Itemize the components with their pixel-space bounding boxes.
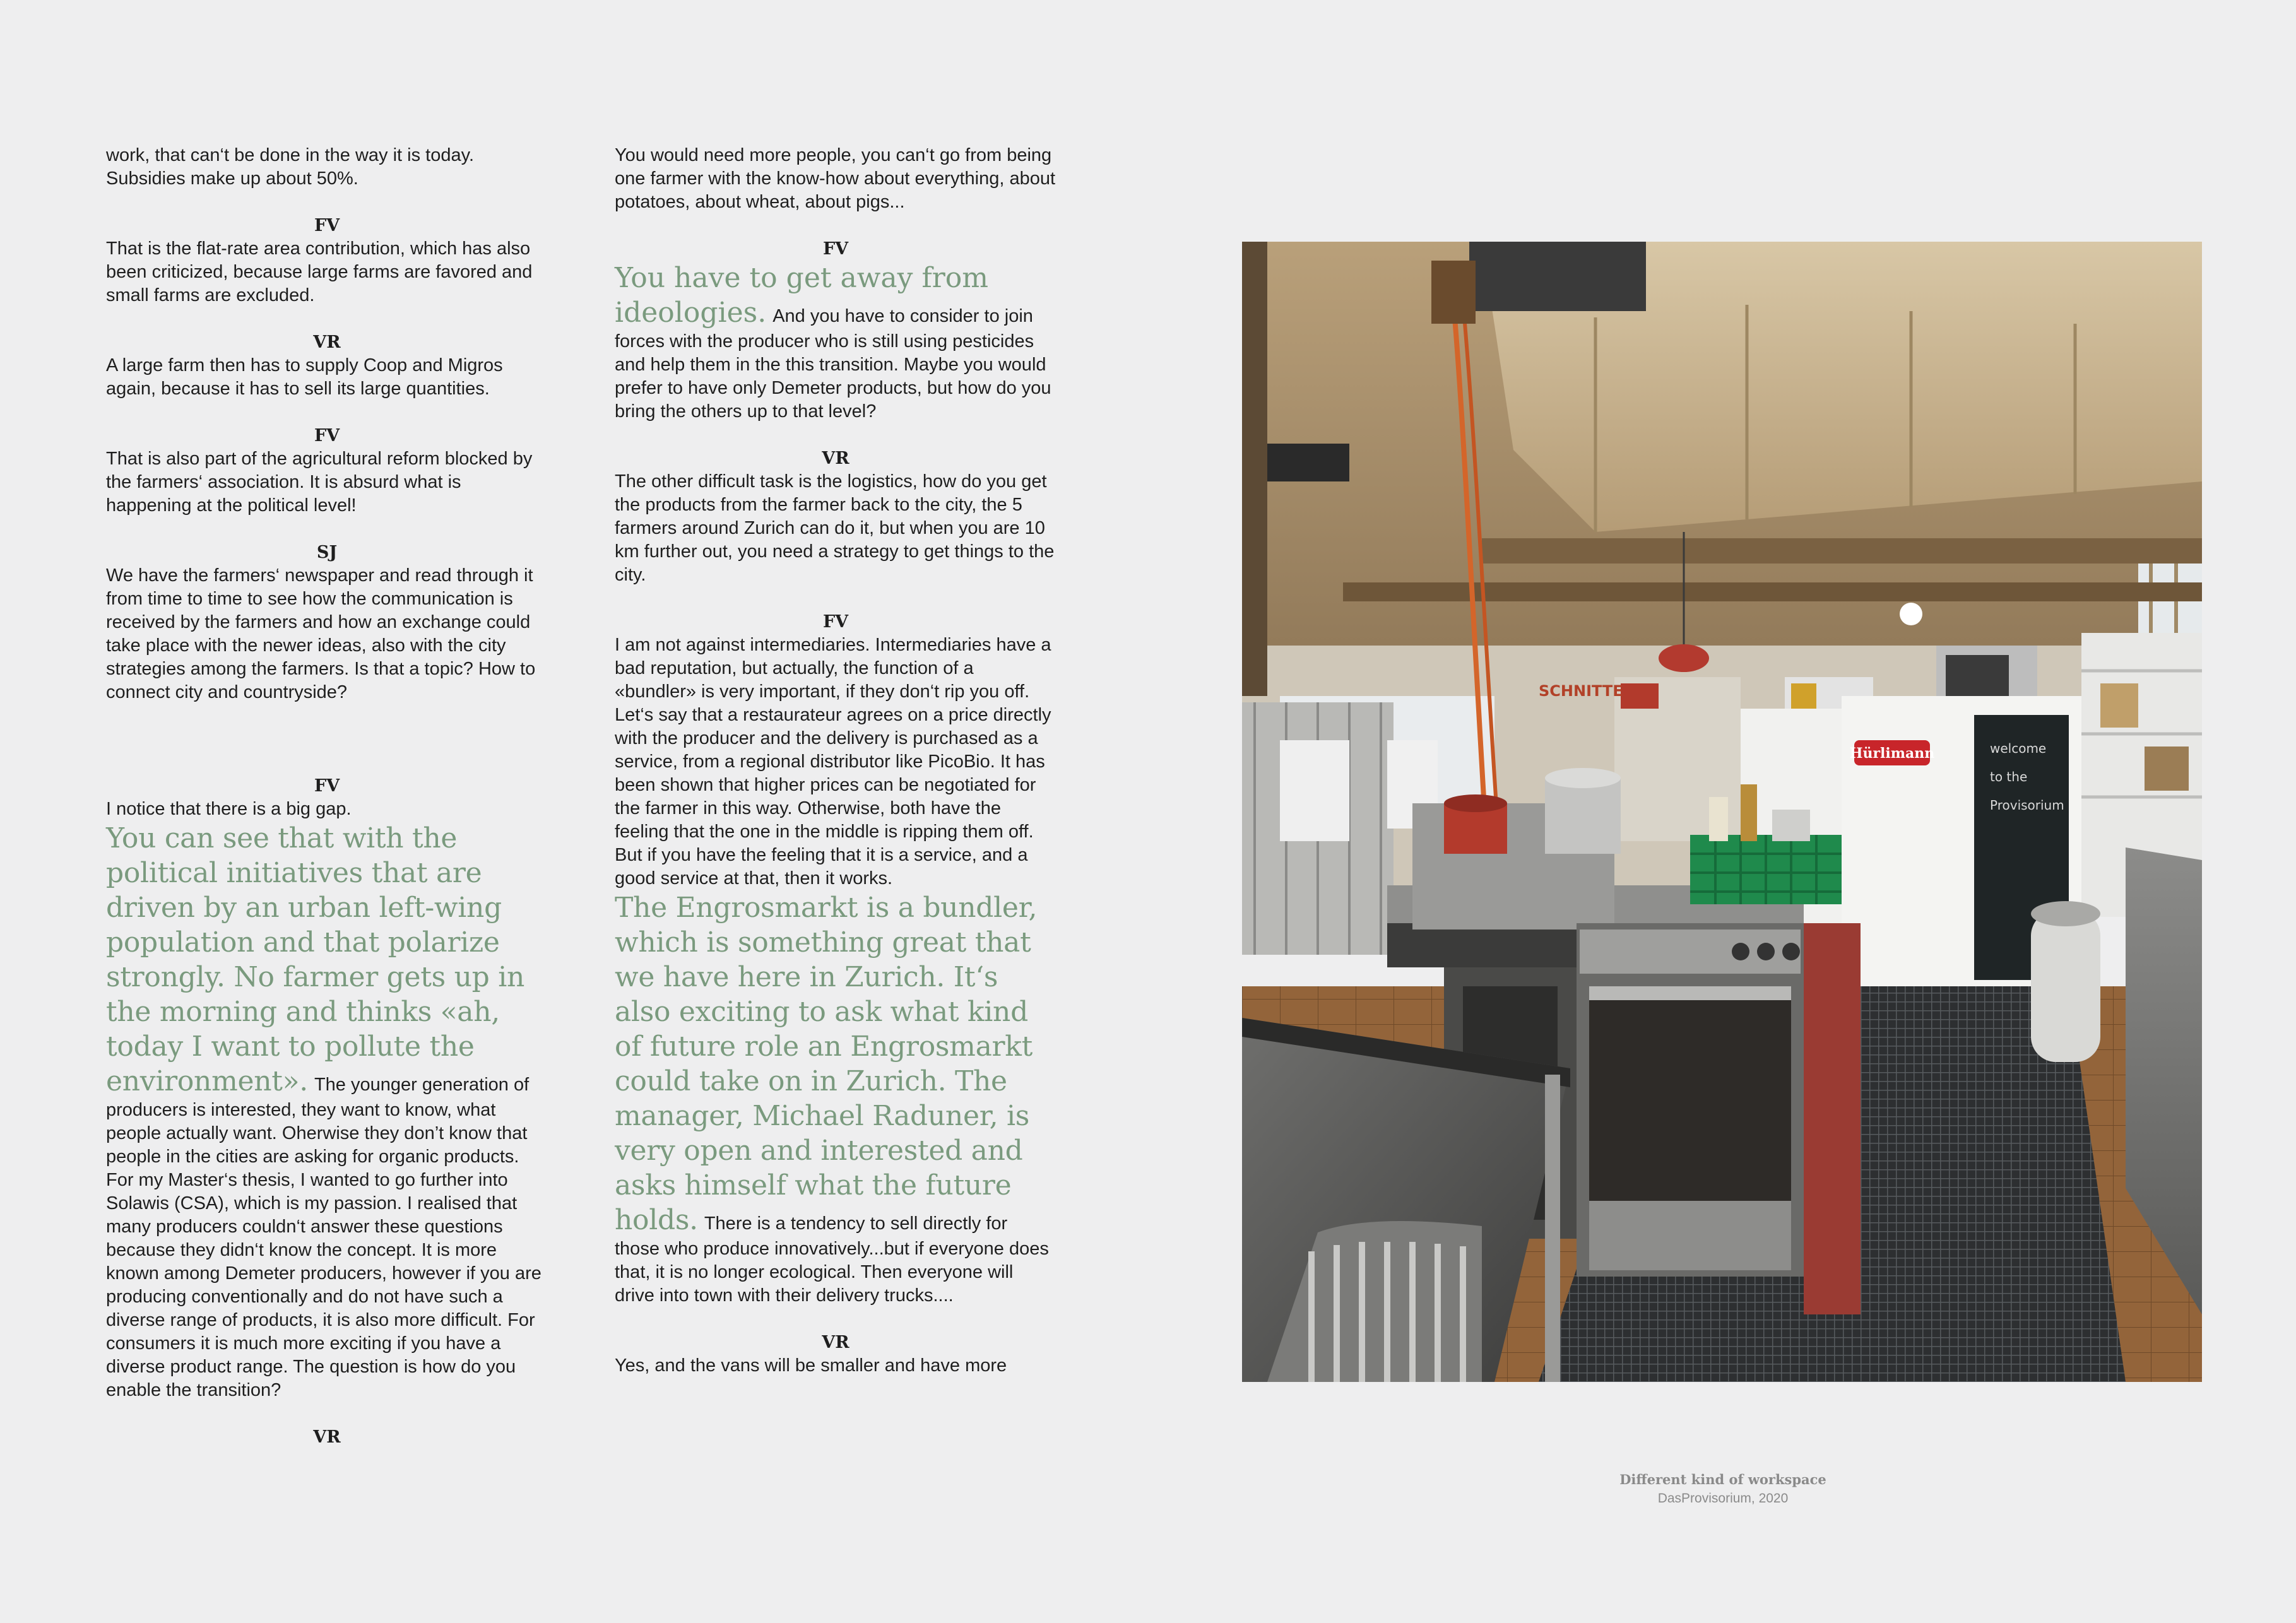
paragraph-text: There is a tendency to sell directly for those who produce innovatively...but if everyone does that, it is no longer ecological. Then everyone will drive into town with their delivery trucks....: [615, 1213, 1049, 1306]
chalkboard-line-1: welcome: [1990, 741, 2047, 756]
speaker-label: FV: [314, 426, 340, 446]
pull-quote: The Engrosmarkt is a bundler, which is something great that we have here in Zurich. It‘s also exciting to ask what kind of future role an Engrosmarkt could take on in Zurich. The manager, Michael Raduner, is very open and interested and asks himself what the future holds.: [615, 892, 1038, 1236]
paragraph: I am not against intermediaries. Intermediaries have a bad reputation, but actually, the function of a «bundler» is very important, if they don‘t rip you off. Let‘s say that a restaurateur agrees on a price directly with the producer and the delivery is purchased as a service, from a regional distributor like PicoBio. It has been shown that higher prices can be negotiated for the farmer in this way. Otherwise, both have the feeling that the one in the middle is ripping them off. But if you have the feeling that it is a service, and a good service at that, then it works.: [615, 635, 1051, 888]
speaker-label: VR: [313, 333, 341, 352]
speaker-label: VR: [822, 449, 849, 468]
paragraph-with-pullquote: [615, 261, 1056, 423]
photo-caption: [1609, 1470, 1837, 1508]
text-column-left: [106, 144, 548, 1449]
paragraph: That is the flat-rate area contribution, which has also been criticized, because large farms are favored and small farms are excluded.: [106, 239, 533, 305]
speaker-label: FV: [314, 776, 340, 796]
kitchen-photo: [1242, 242, 2202, 1382]
chalkboard-line-3: Provisorium: [1990, 798, 2064, 813]
chalkboard-line-2: to the: [1990, 769, 2028, 784]
speaker-label: SJ: [316, 543, 338, 562]
paragraph: I notice that there is a big gap.: [106, 799, 352, 819]
paragraph: A large farm then has to supply Coop and Migros again, because it has to sell its large quantities.: [106, 355, 503, 399]
speaker-label: VR: [822, 1333, 849, 1352]
paragraph: The other difficult task is the logistics, how do you get the products from the farmer back to the city, the 5 farmers around Zurich can do it, but when you are 10 km further out, you need a strategy to get things to the city.: [615, 471, 1055, 585]
paragraph: Yes, and the vans will be smaller and have more: [615, 1355, 1007, 1376]
paragraph-with-pullquote: [106, 821, 548, 1402]
paragraph: work, that can‘t be done in the way it is today. Subsidies make up about 50%.: [106, 145, 475, 189]
paragraph: You would need more people, you can‘t go from being one farmer with the know-how about everything, about potatoes, about wheat, about pigs...: [615, 145, 1056, 212]
speaker-label: FV: [822, 239, 849, 259]
paragraph-text: And you have to consider to join forces with the producer who is still using pesticides and help them in the this transition. Maybe you would prefer to have only Demeter products, but how do you bring the others up to that level?: [615, 306, 1051, 422]
paragraph-with-pullquote: [615, 890, 1056, 1307]
shop-sign: SCHNITTE: [1539, 682, 1623, 700]
paragraph: We have the farmers‘ newspaper and read through it from time to time to see how the communication is received by the farmers and how an exchange could take place with the newer ideas, also with the city strategies among the farmers. Is that a topic? How to connect city and countryside?: [106, 565, 536, 702]
text-column-middle: [615, 144, 1056, 1378]
pull-quote: You can see that with the political initiatives that are driven by an urban left-wing population and that polarize strongly. No farmer gets up in the morning and thinks «ah, today I want to pollute the environment».: [106, 822, 525, 1097]
paragraph-text: The younger generation of producers is interested, they want to know, what people actually want. Oherwise they don’t know that people in the cities are asking for organic products. For my Master‘s thesis, I wanted to go further into Solawis (CSA), which is my passion. I realised that many producers couldn‘t answer these questions because they didn‘t know the concept. It is more known among Demeter producers, however if you are producing conventionally and do not have such a diverse range of products, it is also more difficult. For consumers it is much more exciting if you have a diverse product range. The question is how do you enable the transition?: [106, 1075, 541, 1400]
brand-sign: Hürlimann: [1849, 745, 1935, 762]
paragraph: That is also part of the agricultural reform blocked by the farmers‘ association. It is absurd what is happening at the political level!: [106, 449, 533, 516]
speaker-label: FV: [314, 216, 340, 235]
speaker-label: VR: [313, 1427, 341, 1447]
speaker-label: FV: [822, 612, 849, 632]
caption-subtitle: DasProvisorium, 2020: [1657, 1491, 1789, 1506]
pull-quote: You have to get away from ideologies.: [615, 262, 989, 329]
caption-title: Different kind of workspace: [1619, 1472, 1826, 1487]
